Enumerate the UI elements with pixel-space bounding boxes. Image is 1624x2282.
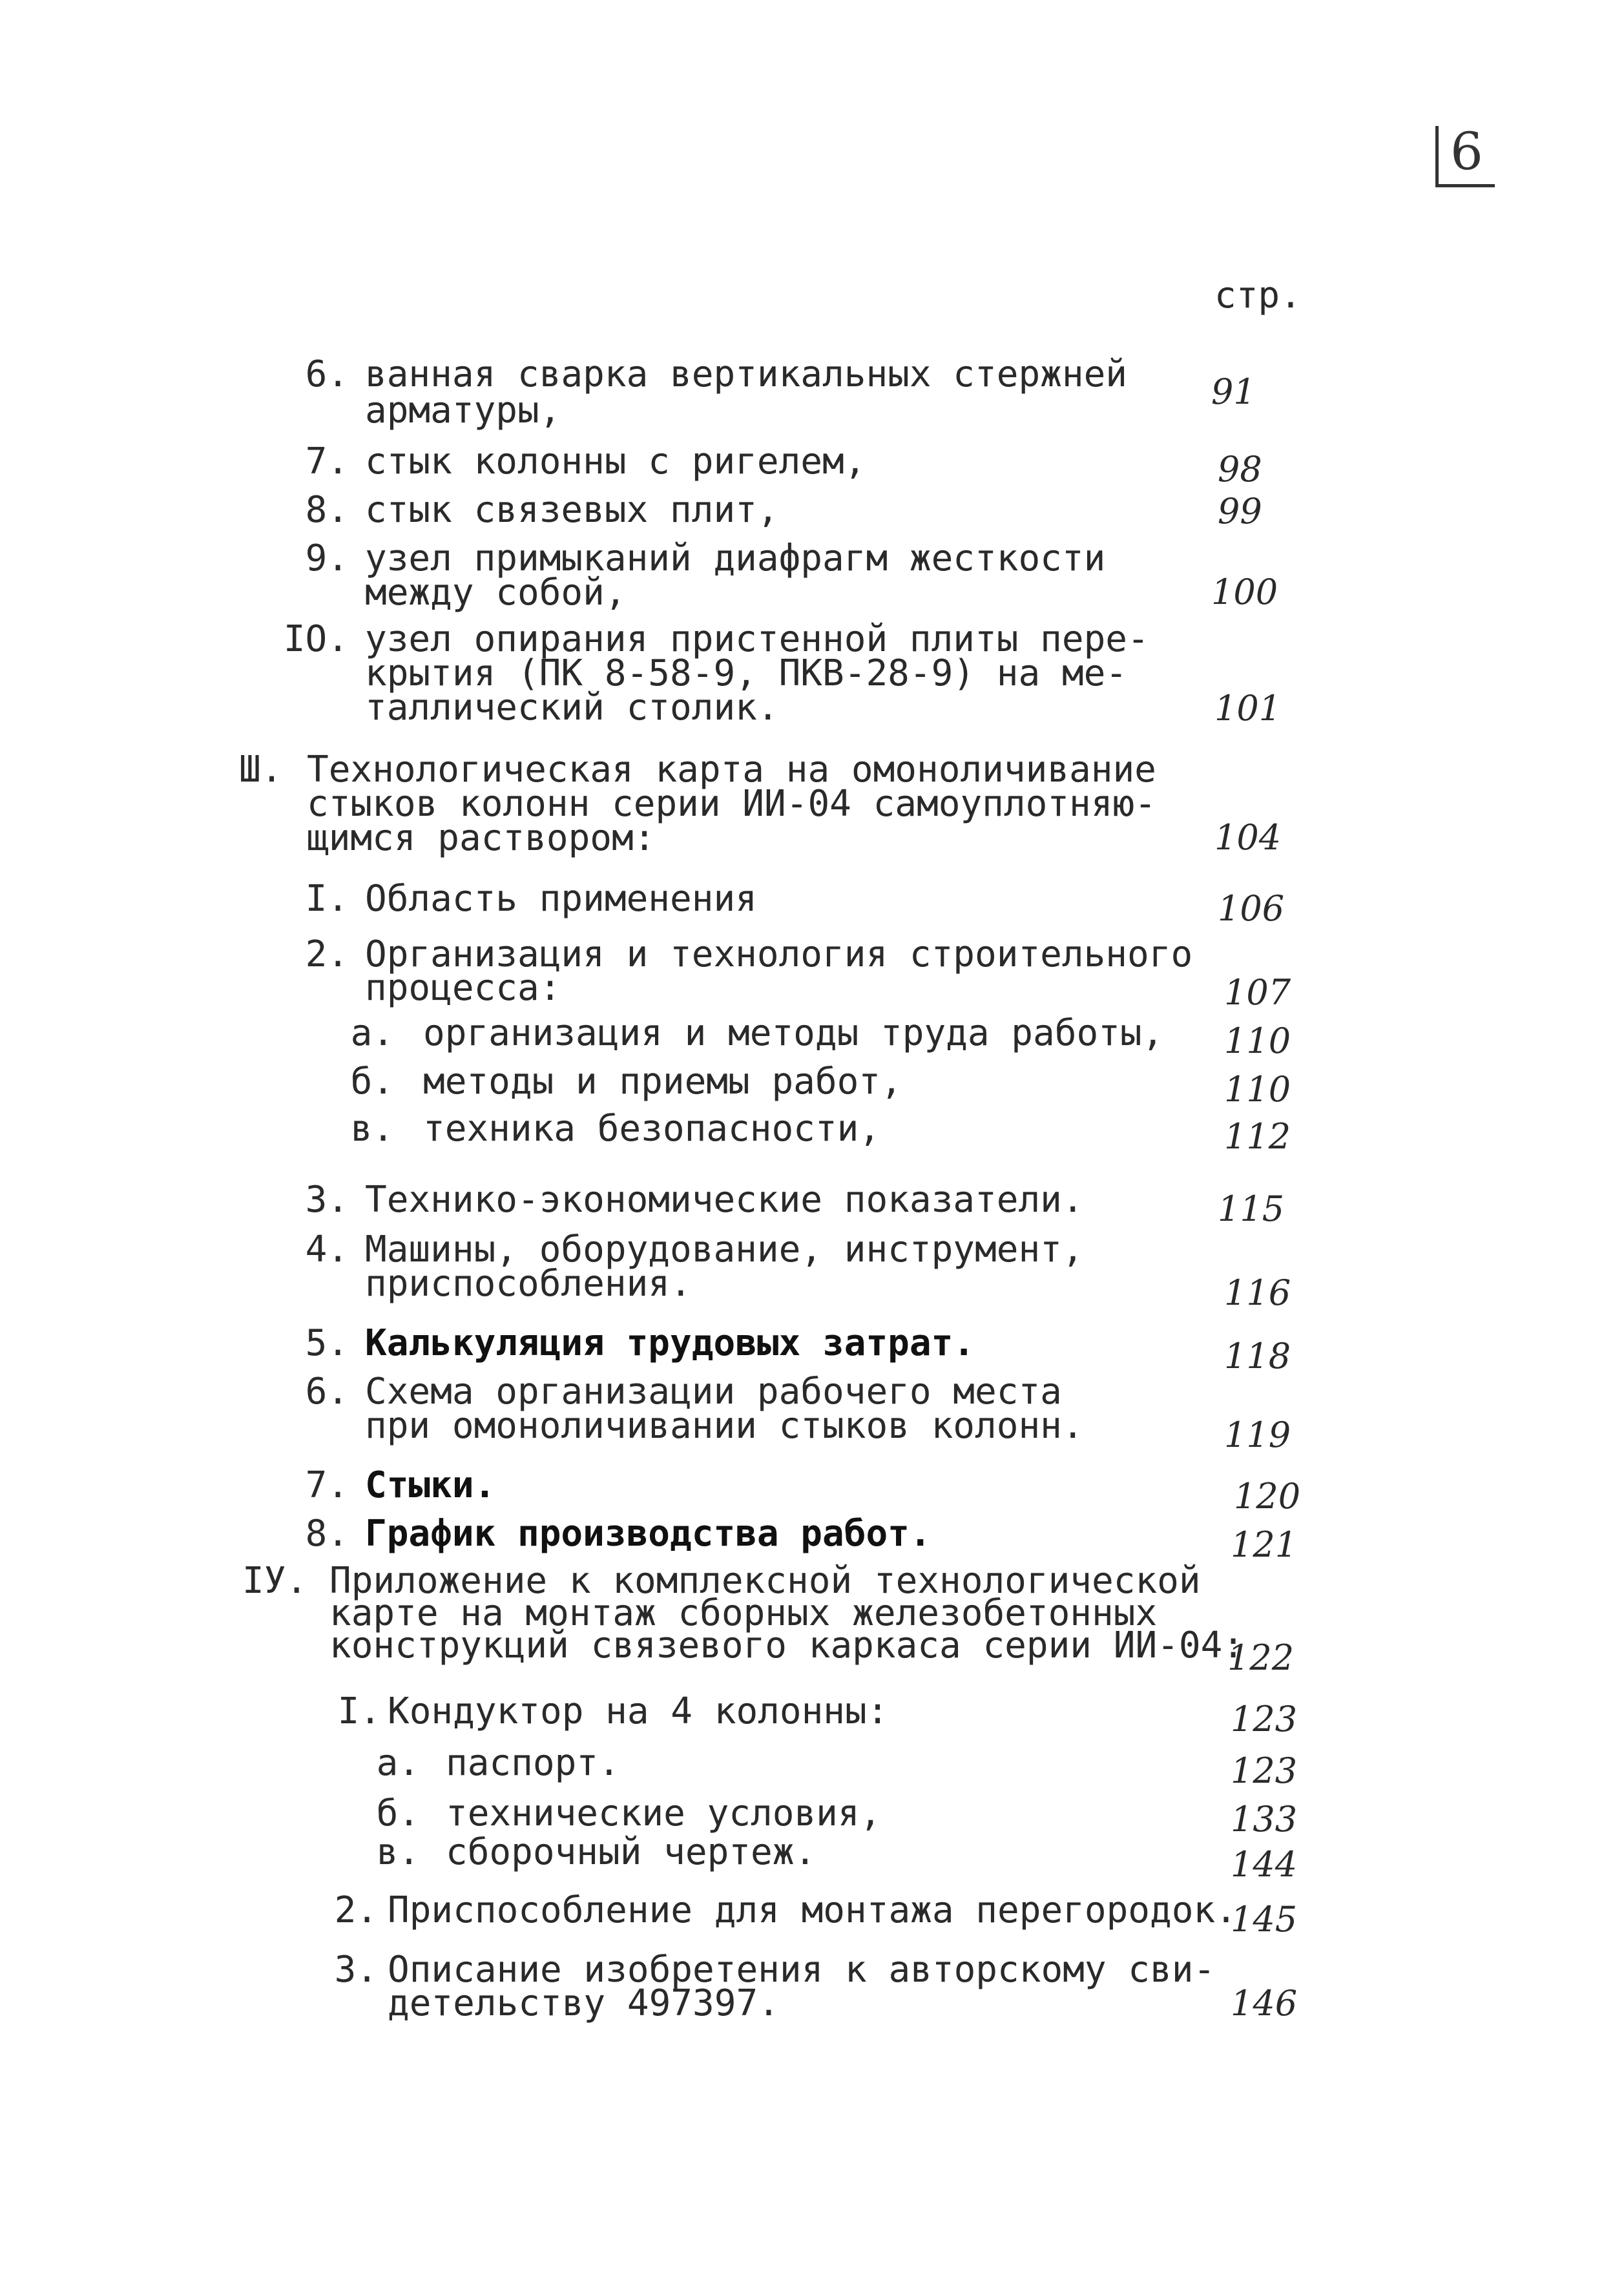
entry-page: 110: [1224, 1021, 1291, 1061]
entry-number: I.: [337, 1690, 381, 1732]
entry-text-line: узел примыканий диафрагм жесткости: [365, 537, 1106, 579]
entry-text-line: Организация и технология строительного: [365, 933, 1193, 975]
entry-number: 6.: [305, 1371, 349, 1413]
entry-text-line: Технико-экономические показатели.: [365, 1179, 1084, 1221]
section-number: Ш.: [239, 749, 283, 791]
entry-text-line: между собой,: [365, 572, 627, 614]
entry-number: 3.: [305, 1179, 349, 1221]
entry-text-line: стык связевых плит,: [365, 489, 779, 531]
section-title-line: Технологическая карта на омоноличивание: [307, 749, 1156, 791]
entry-page: 123: [1231, 1699, 1298, 1739]
entry-text-line: Калькуляция трудовых затрат.: [365, 1322, 975, 1364]
entry-number: 4.: [305, 1229, 349, 1271]
entry-text-line: Стыки.: [365, 1464, 496, 1506]
entry-text-line: сборочный чертеж.: [446, 1831, 817, 1873]
entry-page: 144: [1231, 1844, 1298, 1885]
section-title-line: конструкций связевого каркаса серии ИИ-04:: [329, 1624, 1245, 1666]
entry-page: 99: [1218, 491, 1262, 532]
entry-number: 2.: [305, 933, 349, 975]
entry-page: 116: [1224, 1272, 1291, 1313]
entry-text-line: технические условия,: [446, 1792, 882, 1834]
entry-number: 9.: [305, 537, 349, 579]
entry-text-line: техника безопасности,: [423, 1108, 881, 1150]
entry-page: 106: [1218, 888, 1285, 929]
page-column-header: стр.: [1214, 275, 1302, 316]
entry-number: 7.: [305, 441, 349, 482]
page-number: 6: [1435, 126, 1495, 187]
entry-page: 120: [1234, 1476, 1301, 1517]
section-title-line: стыков колонн серии ИИ-04 самоуплотняю-: [307, 783, 1156, 825]
entry-letter: в.: [376, 1831, 420, 1873]
section-title-line: щимся раствором:: [307, 817, 656, 859]
entry-page: 101: [1214, 688, 1282, 729]
entry-letter: б.: [350, 1061, 394, 1103]
entry-page: 122: [1227, 1637, 1295, 1678]
section-title-line: карте на монтаж сборных железобетонных: [329, 1592, 1158, 1634]
entry-text-line: Область применения: [365, 878, 757, 920]
entry-text-line: Приспособление для монтажа перегородок.: [388, 1889, 1237, 1931]
entry-letter: а.: [376, 1742, 420, 1784]
entry-text-line: организация и методы труда работы,: [423, 1012, 1164, 1054]
entry-page: 121: [1231, 1524, 1298, 1565]
entry-text-line: при омоноличивании стыков колонн.: [365, 1405, 1084, 1447]
section-title-line: Приложение к комплексной технологической: [329, 1560, 1201, 1602]
entry-number: 7.: [305, 1464, 349, 1506]
entry-letter: а.: [350, 1012, 394, 1054]
entry-page: 119: [1224, 1415, 1291, 1455]
entry-text-line: Машины, оборудование, инструмент,: [365, 1229, 1084, 1271]
entry-number: I.: [305, 878, 349, 920]
entry-letter: б.: [376, 1792, 420, 1834]
entry-page: 115: [1218, 1188, 1285, 1229]
entry-page: 146: [1231, 1983, 1298, 2024]
section-number: IУ.: [242, 1560, 308, 1602]
entry-page: 123: [1231, 1750, 1298, 1791]
entry-number: 6.: [305, 353, 349, 395]
entry-number: IO.: [283, 618, 349, 660]
entry-page: 98: [1218, 449, 1262, 490]
entry-page: 145: [1231, 1899, 1298, 1940]
entry-page: 110: [1224, 1069, 1291, 1110]
entry-letter: в.: [350, 1108, 394, 1150]
entry-text-line: детельству 497397.: [388, 1982, 780, 2024]
entry-text-line: приспособления.: [365, 1263, 692, 1305]
entry-text-line: узел опирания пристенной плиты пере-: [365, 618, 1149, 660]
entry-number: 8.: [305, 489, 349, 531]
entry-text-line: методы и приемы работ,: [423, 1061, 902, 1103]
entry-text-line: Описание изобретения к авторскому сви-: [388, 1949, 1216, 1991]
entry-page: 118: [1224, 1336, 1291, 1376]
entry-number: 8.: [305, 1513, 349, 1555]
entry-text-line: Кондуктор на 4 колонны:: [388, 1690, 889, 1732]
entry-page: 91: [1211, 371, 1256, 412]
entry-page: 133: [1231, 1799, 1298, 1840]
entry-text-line: крытия (ПК 8-58-9, ПКВ-28-9) на ме-: [365, 652, 1128, 694]
entry-text-line: График производства работ.: [365, 1513, 932, 1555]
entry-page: 100: [1211, 572, 1278, 612]
entry-text-line: таллический столик.: [365, 687, 779, 729]
entry-number: 3.: [334, 1949, 378, 1991]
entry-number: 2.: [334, 1889, 378, 1931]
entry-text-line: Схема организации рабочего места: [365, 1371, 1062, 1413]
entry-text-line: процесса:: [365, 967, 561, 1009]
entry-text-line: ванная сварка вертикальных стержней: [365, 353, 1128, 395]
entry-text-line: паспорт.: [446, 1742, 620, 1784]
entry-text-line: стык колонны с ригелем,: [365, 441, 866, 482]
entry-page: 104: [1214, 817, 1282, 858]
entry-number: 5.: [305, 1322, 349, 1364]
entry-page: 107: [1224, 972, 1291, 1013]
entry-page: 112: [1224, 1116, 1291, 1157]
entry-text-line: арматуры,: [365, 389, 561, 431]
